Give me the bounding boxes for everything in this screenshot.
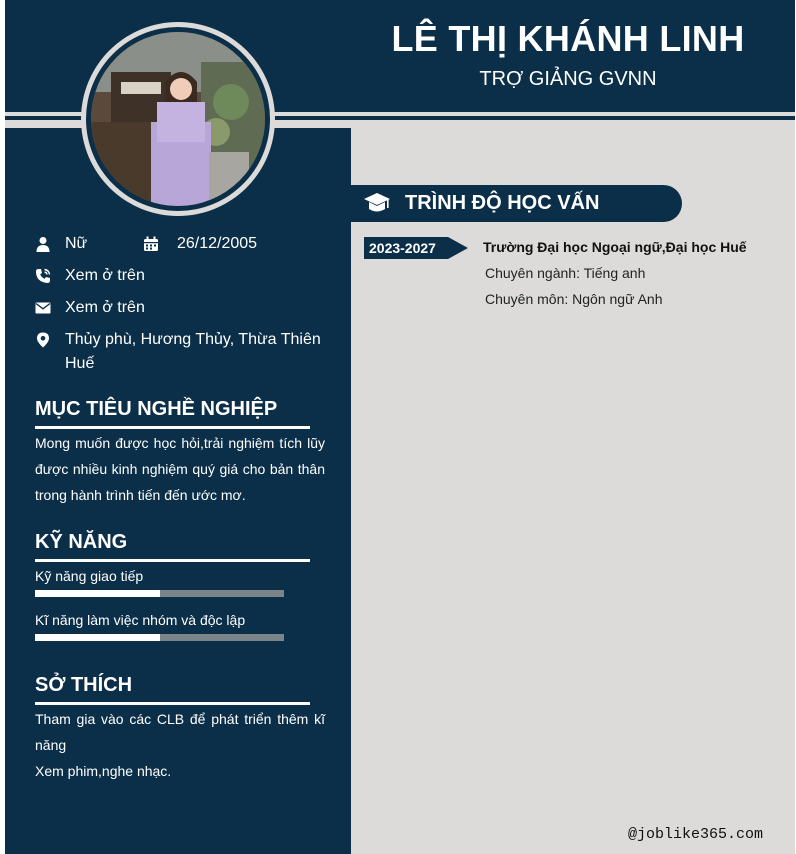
email-row [35,296,235,320]
skill-bar-fill [35,590,160,597]
email-value: Xem ở trên [65,299,145,316]
avatar-frame [81,22,275,216]
objective-heading: MỤC TIÊU NGHỀ NGHIỆP [35,398,278,420]
skill-label: Kĩ năng làm việc nhóm và độc lập [35,612,246,628]
candidate-role: TRỢ GIẢNG GVNN [479,68,657,90]
address-line-1: Thủy phù, Hương Thủy, Thừa Thiên [65,331,321,348]
education-period-tag [364,237,468,259]
objective-text: Mong muốn được học hỏi,trải nghiệm tích lũy được nhiều kinh nghiệm quý giá cho bản thân trong hành trình tiến đến ước mơ. [35,435,325,503]
calendar-icon [143,236,159,252]
skill-label: Kỹ năng giao tiếp [35,568,144,584]
hobby-item: Tham gia vào các CLB để phát triển thêm kĩ năng [35,711,325,753]
avatar [91,32,265,206]
phone-row [35,264,235,288]
candidate-name: LÊ THỊ KHÁNH LINH [391,18,745,59]
education-school: Trường Đại học Ngoại ngữ,Đại học Huế [483,239,747,255]
hobby-item: Xem phim,nghe nhạc. [35,763,172,779]
watermark: @joblike365.com [628,826,764,843]
skill-bar-fill [35,634,160,641]
education-header [351,185,682,222]
address-line-2: Huế [65,355,95,372]
birthdate-row [143,232,303,256]
address-row [35,328,325,376]
hobbies-heading: SỞ THÍCH [35,674,133,696]
resume-page [5,0,795,854]
education-subject: Chuyên môn: Ngôn ngữ Anh [485,291,663,307]
education-period: 2023-2027 [369,240,436,256]
phone-value: Xem ở trên [65,267,145,284]
skill-bar [35,634,284,641]
phone-icon [35,268,51,284]
map-pin-icon [35,332,51,348]
education-heading: TRÌNH ĐỘ HỌC VẤN [405,192,600,214]
gender-value: Nữ [65,235,88,252]
hobbies-rule [35,702,310,705]
birthdate-value: 26/12/2005 [177,235,258,252]
education-major: Chuyên ngành: Tiếng anh [485,265,646,281]
objective-rule [35,426,310,429]
mail-icon [35,300,51,316]
skill-bar [35,590,284,597]
skills-heading: KỸ NĂNG [35,531,128,553]
graduation-cap-icon [363,191,391,217]
gender-row [35,232,135,256]
skills-rule [35,559,310,562]
user-icon [35,236,51,252]
